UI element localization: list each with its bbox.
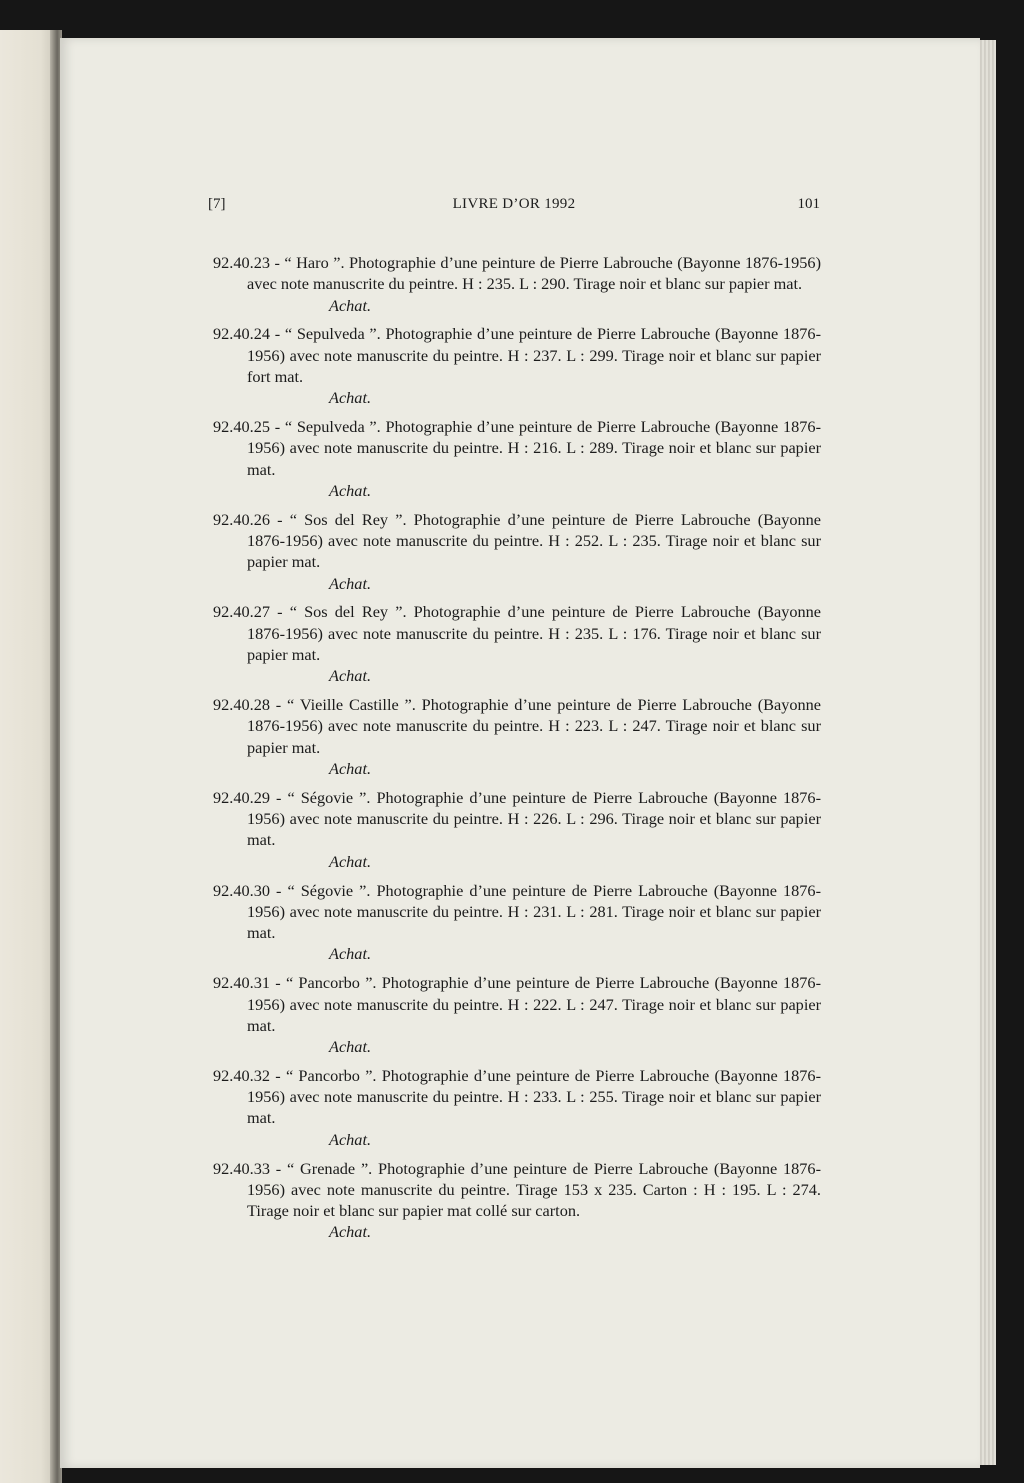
catalog-entry [213,787,821,872]
entry-description: 92.40.31 - “ Pancorbo ”. Photographie d’une peinture de Pierre Labrouche (Bayonne 1876-1956) avec note manuscrite du peintre. H : 222. L : 247. Tirage noir et blanc sur papier mat. [213,973,821,1035]
entry-acquisition-note: Achat. [329,295,372,315]
entry-acquisition-note: Achat. [329,388,372,408]
catalog-entry [213,1158,821,1243]
entry-description: 92.40.25 - “ Sepulveda ”. Photographie d’une peinture de Pierre Labrouche (Bayonne 1876-1956) avec note manuscrite du peintre. H : 216. L : 289. Tirage noir et blanc sur papier mat. [213,417,821,479]
entry-acquisition-note: Achat. [329,1037,372,1057]
entry-description: 92.40.27 - “ Sos del Rey ”. Photographie d’une peinture de Pierre Labrouche (Bayonne 1876-1956) avec note manuscrite du peintre. H : 235. L : 176. Tirage noir et blanc sur papier mat. [213,602,821,665]
entry-acquisition-note: Achat. [329,666,372,686]
entry-acquisition-note: Achat. [329,480,372,500]
entry-description: 92.40.28 - “ Vieille Castille ”. Photographie d’une peinture de Pierre Labrouche (Bayonne 1876-1956) avec note manuscrite du peintre. H : 223. L : 247. Tirage noir et blanc sur papier mat. [213,695,821,757]
running-head [208,196,820,216]
catalog-entry [213,323,821,408]
entry-description: 92.40.32 - “ Pancorbo ”. Photographie d’une peinture de Pierre Labrouche (Bayonne 1876-1956) avec note manuscrite du peintre. H : 233. L : 255. Tirage noir et blanc sur papier mat. [213,1065,821,1128]
catalog-entries [213,252,821,1250]
entry-description: 92.40.29 - “ Ségovie ”. Photographie d’une peinture de Pierre Labrouche (Bayonne 1876-1956) avec note manuscrite du peintre. H : 226. L : 296. Tirage noir et blanc sur papier mat. [213,787,821,850]
catalog-entry [213,509,821,594]
catalog-entry [213,880,821,965]
entry-description: 92.40.26 - “ Sos del Rey ”. Photographie d’une peinture de Pierre Labrouche (Bayonne 1876-1956) avec note manuscrite du peintre. H : 252. L : 235. Tirage noir et blanc sur papier mat. [213,509,821,572]
entry-acquisition-note: Achat. [329,944,372,964]
entry-acquisition-note: Achat. [329,573,372,593]
page-number: 101 [797,196,820,212]
catalog-entry [213,252,821,316]
running-title: LIVRE D’OR 1992 [452,196,576,212]
catalog-entry [213,694,821,779]
entry-description: 92.40.24 - “ Sepulveda ”. Photographie d’une peinture de Pierre Labrouche (Bayonne 1876-1956) avec note manuscrite du peintre. H : 237. L : 299. Tirage noir et blanc sur papier fort mat. [213,324,821,386]
entry-description: 92.40.23 - “ Haro ”. Photographie d’une peinture de Pierre Labrouche (Bayonne 1876-1956) avec note manuscrite du peintre. H : 235. L : 290. Tirage noir et blanc sur papier mat. [213,253,821,294]
entry-description: 92.40.33 - “ Grenade ”. Photographie d’une peinture de Pierre Labrouche (Bayonne 1876-1956) avec note manuscrite du peintre. Tirage 153 x 235. Carton : H : 195. L : 274. Tirage noir et blanc sur papier mat collé sur carton. [213,1158,821,1221]
catalog-entry [213,601,821,686]
entry-acquisition-note: Achat. [329,1129,372,1149]
entry-description: 92.40.30 - “ Ségovie ”. Photographie d’une peinture de Pierre Labrouche (Bayonne 1876-1956) avec note manuscrite du peintre. H : 231. L : 281. Tirage noir et blanc sur papier mat. [213,880,821,943]
catalog-entry [213,972,821,1057]
catalog-entry [213,1065,821,1150]
page-stack-edges [978,40,996,1465]
catalog-entry [213,416,821,501]
entry-acquisition-note: Achat. [329,759,372,779]
entry-acquisition-note: Achat. [329,851,372,871]
section-number: [7] [208,196,226,212]
entry-acquisition-note: Achat. [329,1222,372,1242]
